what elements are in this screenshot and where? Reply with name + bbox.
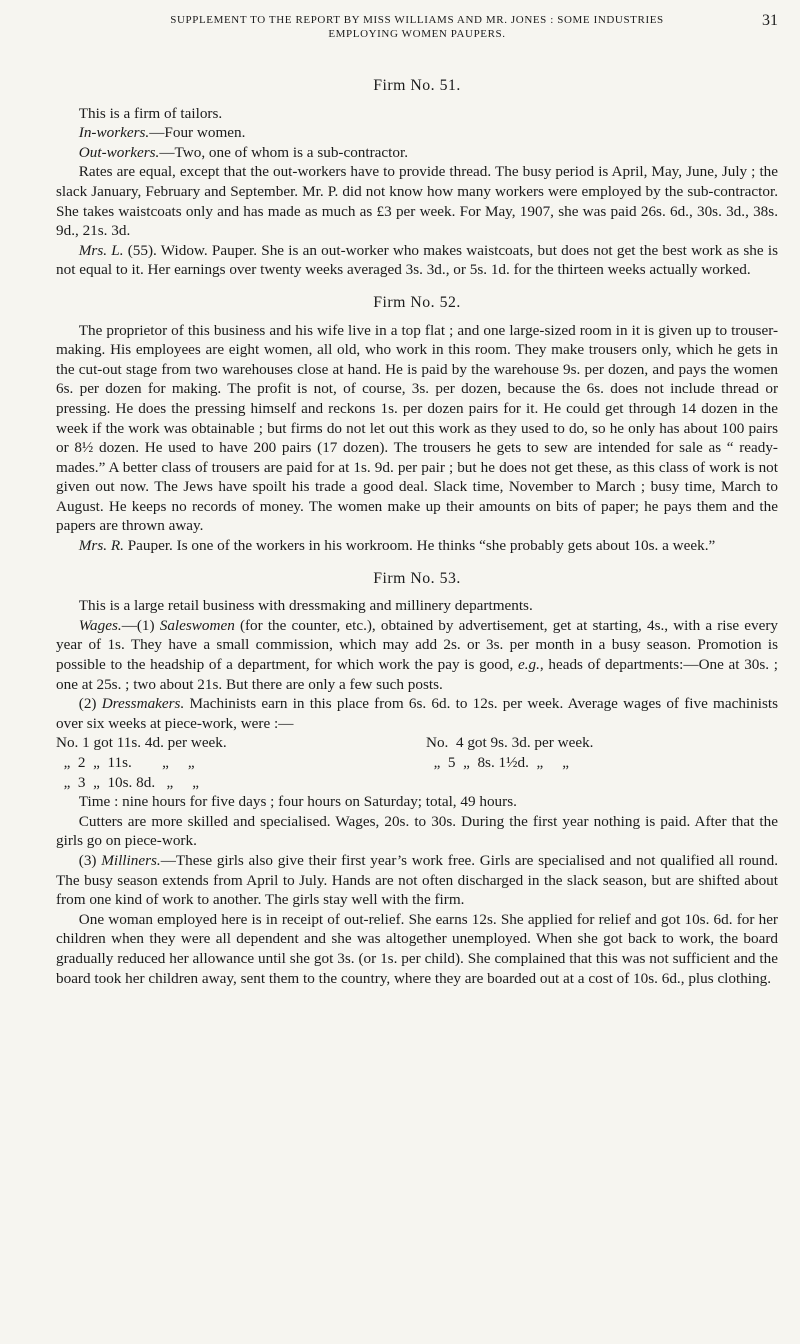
firm-53-time-text: Time : nine hours for five days ; four hours on Saturday; total, 49 hours. [78,793,517,811]
wage-entry: „ 2 „ 11s. „ „ [56,754,195,771]
in-workers-label: In-workers. [78,124,150,142]
firm-53-out-relief-text: One woman employed here is in receipt of out-relief. She earns 12s. She applied for relief and got 10s. 6d. for her children when they were all dependent and she was altogether unemployed. When she got back to work, the board gradually reduced her allowance until she got 3s. (or 1s. per child). She complained that this was not sufficient and the board took her children away, sent them to the country, where they are boarded out at a cost of 10s. 6d., plus clothing. [56,910,778,987]
firm-53-cutters [56,812,778,851]
running-header [56,13,778,43]
dressmakers-num: (2) [78,695,102,713]
wage-entry: No. 1 got 11s. 4d. per week. [56,734,227,752]
firm-53-saleswomen [56,616,778,694]
firm-53-time [56,792,778,812]
firm-52-description-text: The proprietor of this business and his wife live in a top flat ; and one large-sized room in it is given up to trouser-making. His employees are eight women, all old, who work in this room. They make trousers only, which he gets in the cut-out stage from two warehouses close at hand. He is paid by the warehouse 9s. per dozen, and pays the women 6s. per dozen for making. The profit is not, of course, 3s. per dozen, because the 6s. does not include thread or pressing. He does the pressing himself and reckons 1s. per dozen pairs for it. He could get through 14 dozen in the week if the work was obtainable ; but firms do not let out this work as they used to do, so he only has about 100 pairs or 8½ dozen. He used to have 200 pairs (17 dozen). The trousers he gets to sew are intended for sale as “ ready-mades.” A better class of trousers are paid for at 1s. 9d. per pair ; but he does not get these, as this class of work is not given out now. The Jews have spoilt his trade a good deal. Slack time, November to March ; busy time, March to August. He keeps no records of money. The women make up their amounts on bits of paper; he pays them and the papers are thrown away. [56,321,778,535]
saleswomen-label: Saleswomen [159,616,235,634]
mrs-r-label: Mrs. R. [78,537,124,555]
firm-53-intro-text: This is a large retail business with dressmaking and millinery departments. [78,597,533,615]
milliners-text: —These girls also give their first year’s work free. Girls are specialised and not qualified all round. The busy season extends from April to July. Hands are not often discharged in the slack season, but are shifted about from one kind of work to another. The girls stay well with the firm. [56,851,778,909]
firm-51-intro [56,104,778,124]
firm-53-milliners [56,851,778,910]
wages-label: Wages. [78,616,122,634]
firm-51-mrs-l [56,241,778,280]
wage-entry [426,773,778,793]
firm-53-dressmakers [56,694,778,733]
wage-entry: „ 5 „ 8s. 1½d. „ „ [426,754,569,771]
wage-entry: „ 3 „ 10s. 8d. „ „ [56,773,199,791]
machinist-wages-table [56,733,778,792]
firm-51-heading: Firm No. 51. [373,77,461,94]
dressmakers-text: Machinists earn in this place from 6s. 6d. to 12s. per week. Average wages of five machinists over six weeks at piece-work, were :— [56,695,778,732]
mrs-l-label: Mrs. L. [78,241,124,259]
firm-51-intro-text: This is a firm of tailors. [78,104,223,122]
saleswomen-text: (for the counter, etc.), obtained by advertisement, get at starting, 4s., with a rise every year of 1s. They have a small commission, which may add 2s. or 3s. per month in a busy season. Promotion is possible to the headship of a department, for which work the pay is good, [56,616,778,674]
dressmakers-label: Dressmakers. [101,695,185,713]
milliners-label: Milliners. [101,851,161,869]
firm-51-out-workers [56,143,778,163]
running-title: SUPPLEMENT TO THE REPORT BY MISS WILLIAMS AND MR. JONES : SOME INDUSTRIES [170,14,664,26]
eg-abbrev: e.g. [517,656,540,674]
mrs-l-text: (55). Widow. Pauper. She is an out-worker who makes waistcoats, but does not get the best work as she is not equal to it. Her earnings over twenty weeks averaged 3s. 3d., or 5s. 1d. for the thirteen weeks actually worked. [56,241,778,279]
in-workers-text: —Four women. [149,124,246,142]
firm-52-description [56,321,778,537]
page-body [56,76,778,988]
out-workers-label: Out-workers. [78,143,160,161]
wage-entry: No. 4 got 9s. 3d. per week. [426,734,594,752]
page-number: 31 [762,12,778,29]
saleswomen-tail: , heads of departments:—One at 30s. ; one at 25s. ; two about 21s. But there are only a few such posts. [56,656,778,693]
mrs-r-text: Pauper. Is one of the workers in his workroom. He thinks “she probably gets about 10s. a week.” [123,537,716,555]
firm-53-heading: Firm No. 53. [373,569,461,587]
firm-53-out-relief [56,910,778,988]
firm-52-mrs-r [56,536,778,556]
milliners-num: (3) [78,851,102,869]
running-subtitle: EMPLOYING WOMEN PAUPERS. [328,28,506,40]
firm-53-cutters-text: Cutters are more skilled and specialised. Wages, 20s. to 30s. During the first year nothing is paid. After that the girls go on piece-work. [56,812,778,850]
firm-51-rates-text: Rates are equal, except that the out-workers have to provide thread. The busy period is April, May, June, July ; the slack January, February and September. Mr. P. did not know how many workers were employed by the sub-contractor. She takes waistcoats only and has made as much as £3 per week. For May, 1907, she was paid 26s. 6d., 30s. 3d., 38s. 9d., 21s. 3d. [56,163,778,240]
firm-51-in-workers [56,123,778,143]
firm-51-rates [56,162,778,240]
firm-52-heading: Firm No. 52. [373,293,461,311]
wages-mid: —(1) [121,616,160,634]
out-workers-text: —Two, one of whom is a sub-contractor. [159,143,408,161]
firm-53-intro [56,596,778,616]
